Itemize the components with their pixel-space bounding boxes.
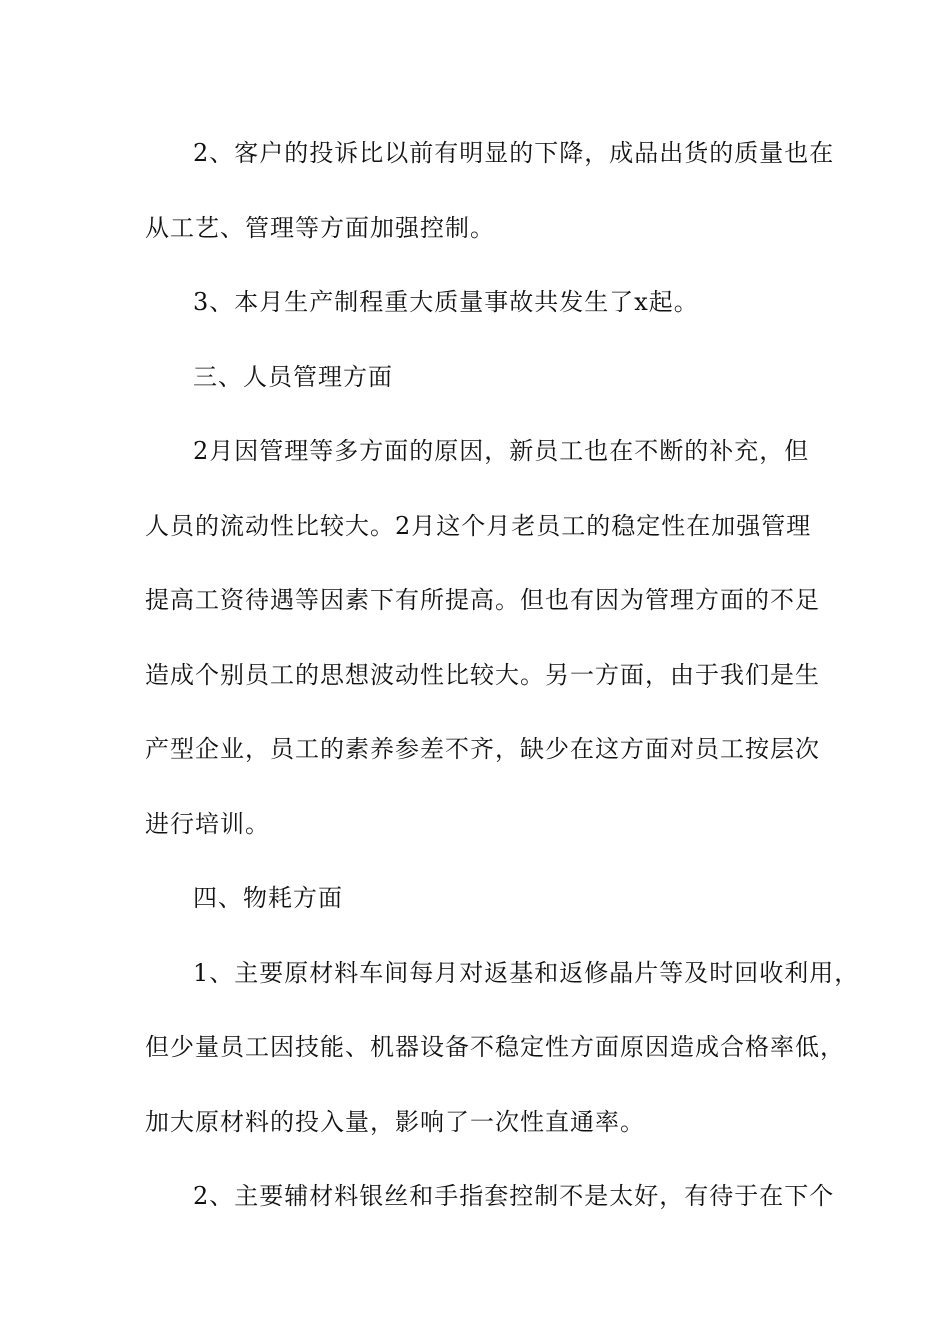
text-line: 进行培训。 xyxy=(145,809,270,838)
text-line: 但少量员工因技能、机器设备不稳定性方面原因造成合格率低， xyxy=(145,1033,845,1061)
section-heading: 三、人员管理方面 xyxy=(193,362,393,391)
section-heading: 四、物耗方面 xyxy=(193,884,343,912)
text-line: 加大原材料的投入量，影响了一次性直通率。 xyxy=(145,1107,645,1136)
text-line: 2月因管理等多方面的原因，新员工也在不断的补充，但 xyxy=(193,437,810,465)
text-line: 2、客户的投诉比以前有明显的下降，成品出货的质量也在 xyxy=(193,139,835,167)
text-line: 人员的流动性比较大。2月这个月老员工的稳定性在加强管理 xyxy=(145,511,812,540)
text-line: 产型企业，员工的素养参差不齐，缺少在这方面对员工按层次 xyxy=(145,735,820,763)
text-line: 造成个别员工的思想波动性比较大。另一方面，由于我们是生 xyxy=(145,660,820,689)
text-line: 提高工资待遇等因素下有所提高。但也有因为管理方面的不足 xyxy=(145,586,820,614)
text-line: 1、主要原材料车间每月对返基和返修晶片等及时回收利用， xyxy=(193,958,860,987)
text-line: 从工艺、管理等方面加强控制。 xyxy=(145,213,495,242)
text-line: 3、本月生产制程重大质量事故共发生了x起。 xyxy=(193,288,699,316)
text-line: 2、主要辅材料银丝和手指套控制不是太好，有待于在下个 xyxy=(193,1182,835,1210)
